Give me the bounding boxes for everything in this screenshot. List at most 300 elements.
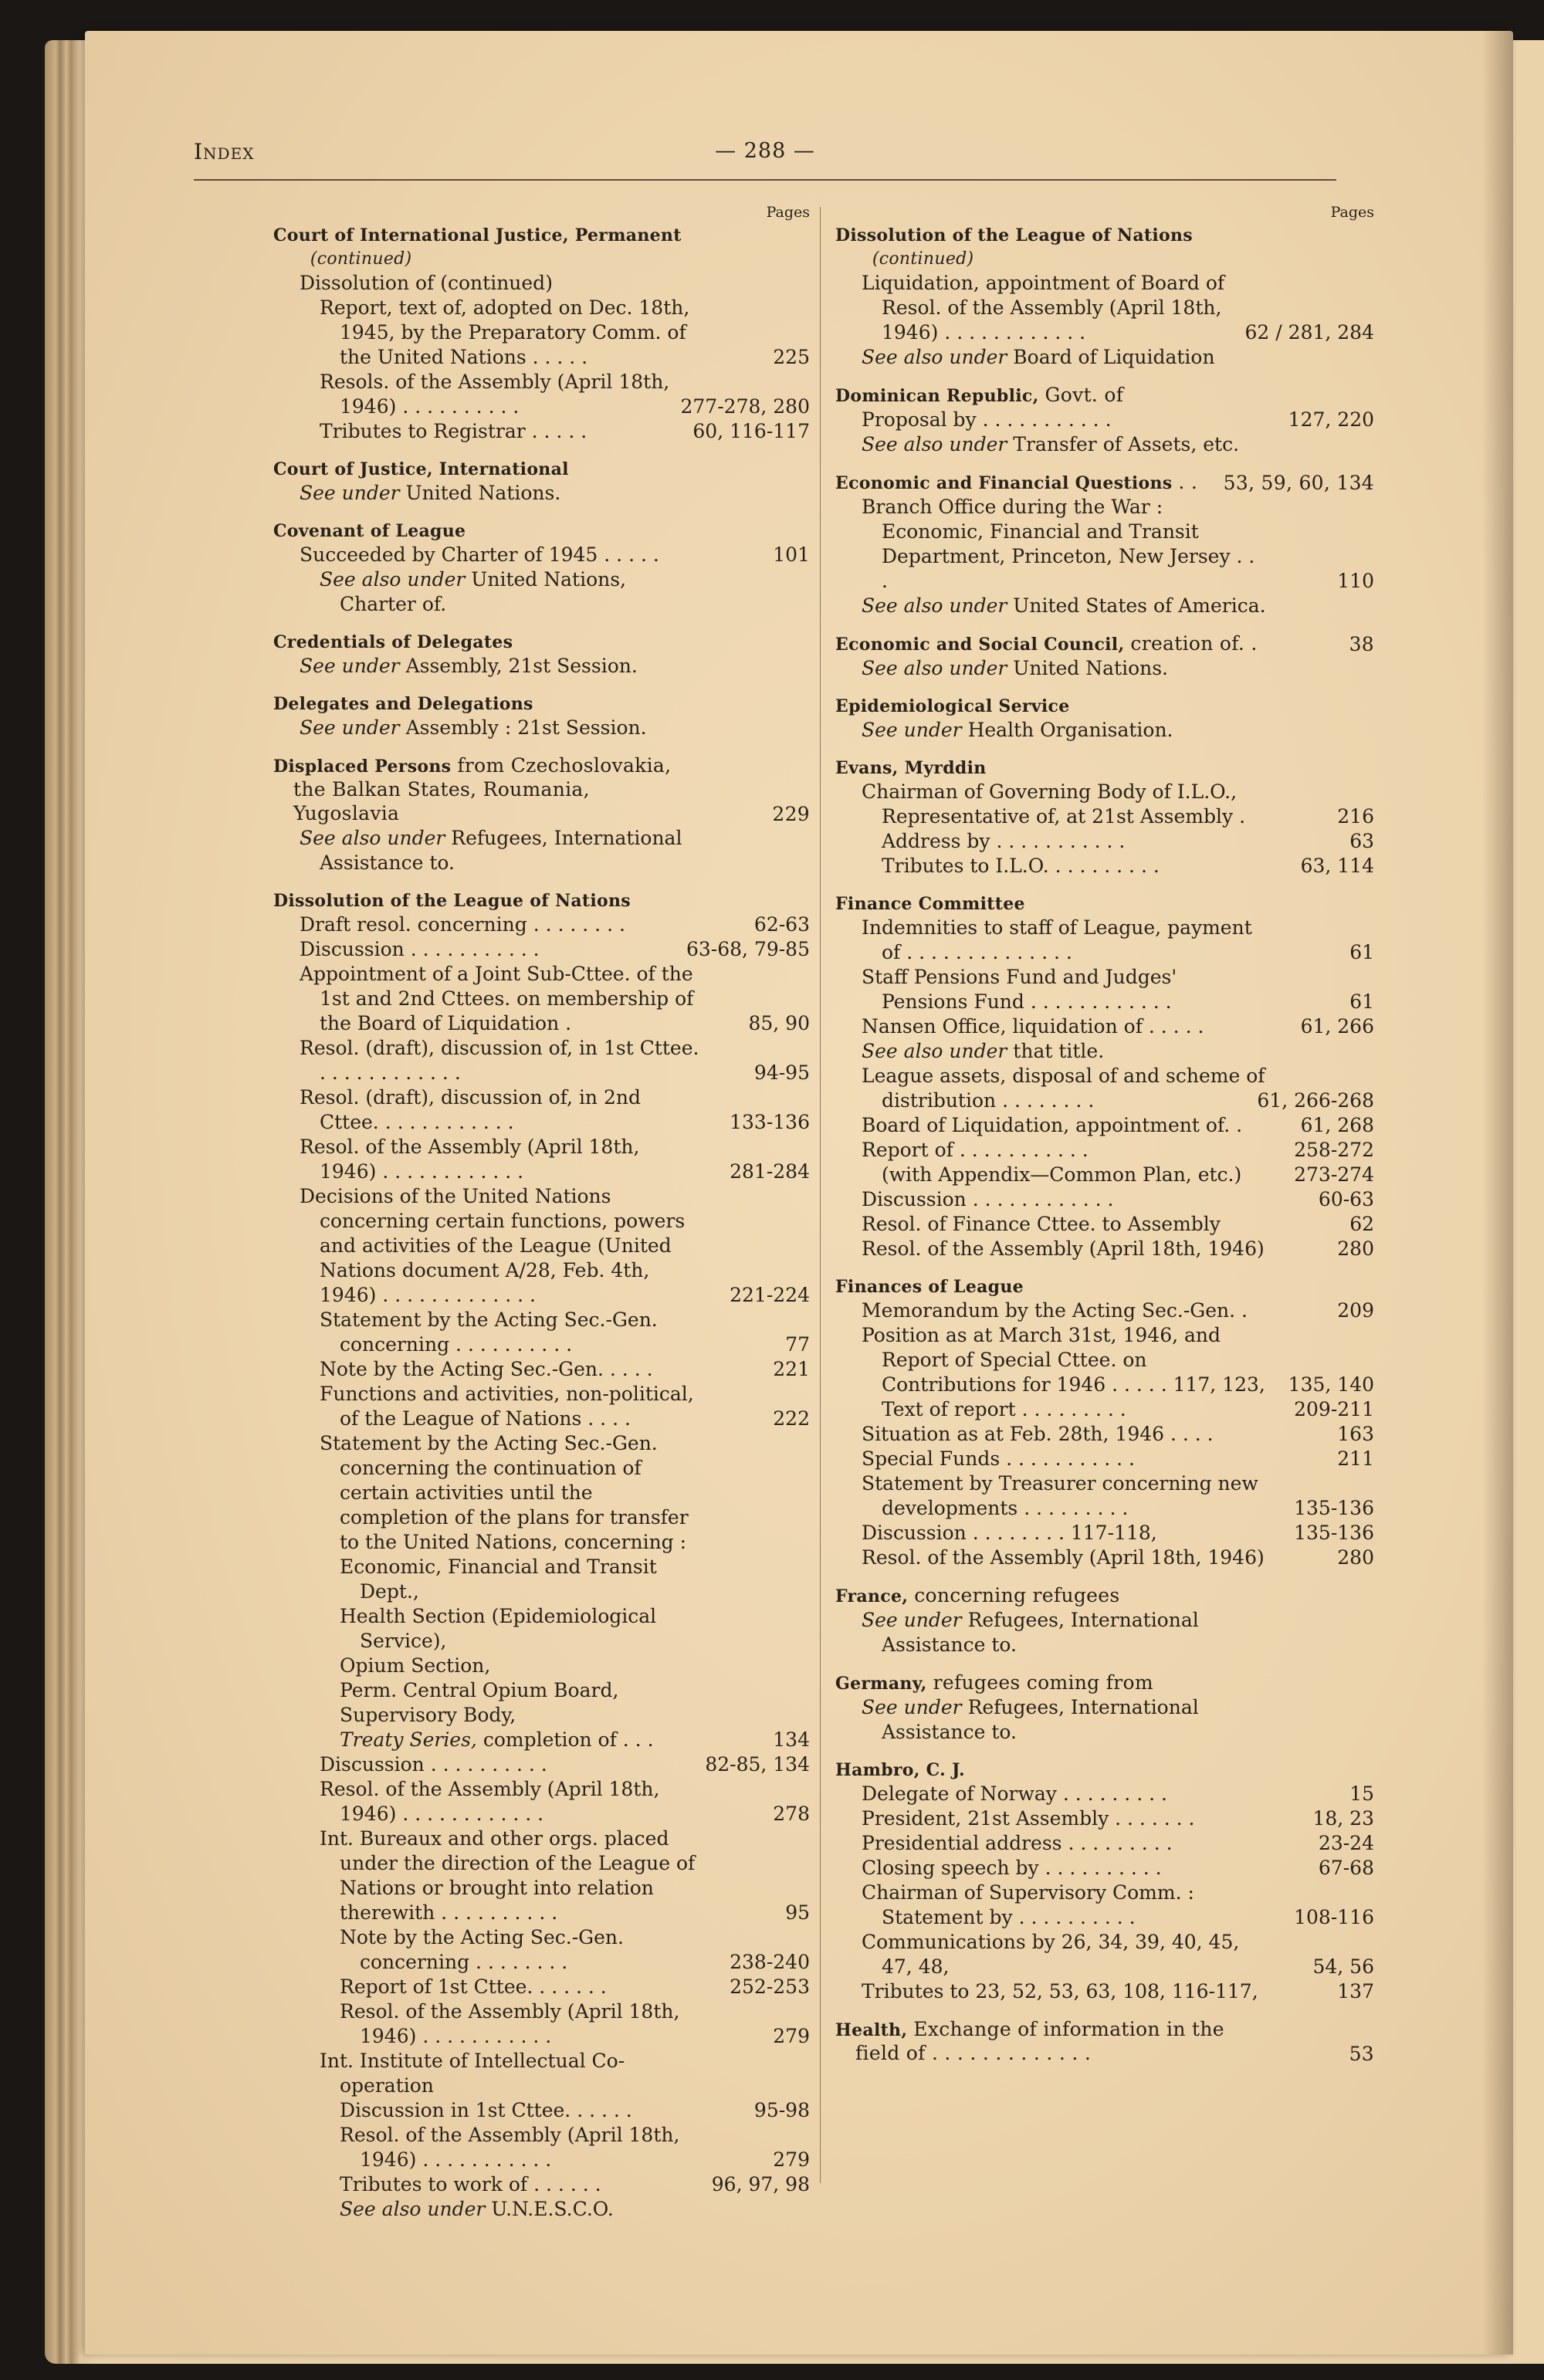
- pages-label: Pages: [766, 204, 810, 221]
- page-reference: 18, 23: [1312, 1807, 1374, 1830]
- page-reference: 95-98: [753, 2099, 810, 2121]
- italic-title: Treaty Series,: [340, 1728, 477, 1751]
- heading-term: Delegates and Delegations: [273, 694, 533, 714]
- page-reference: 63: [1349, 830, 1374, 852]
- subentry-label: Position as at March 31st, 1946, and Report of Special Cttee. on Contributions for 1946 . . . . . 117, 123,: [862, 1324, 1265, 1396]
- subentry-label: Statement by Treasurer concerning new developments . . . . . . . . .: [862, 1472, 1258, 1519]
- index-subentry: [320, 1826, 810, 1925]
- subentry-text: [862, 1521, 1266, 1545]
- page-reference: 221: [773, 1358, 810, 1380]
- subentry-label: Assembly, 21st Session.: [405, 655, 638, 677]
- heading-term: Credentials of Delegates: [273, 632, 513, 652]
- subentry-text: [862, 432, 1266, 457]
- subentry-label: Resol. (draft), discussion of, in 1st Cttee. . . . . . . . . . . . .: [300, 1037, 699, 1084]
- page-reference: 54, 56: [1312, 1955, 1374, 1978]
- subentry-text: [862, 345, 1266, 370]
- index-subentry: [862, 1930, 1374, 1979]
- index-subentry: [320, 296, 810, 370]
- index-entry-heading: [273, 692, 810, 716]
- page-reference: 209: [1337, 1299, 1374, 1322]
- index-subentry: [340, 1728, 810, 1752]
- subentry-label: Statement by the Acting Sec.-Gen. concerning . . . . . . . . . .: [320, 1308, 658, 1356]
- subentry-text: [320, 2049, 702, 2098]
- index-subentry: [882, 854, 1374, 879]
- heading-term: Dissolution of the League of Nations: [273, 891, 631, 911]
- subentry-label: Health Section (Epidemiological Service),: [340, 1605, 657, 1652]
- index-subentry: [862, 1521, 1374, 1545]
- subentry-label: Discussion . . . . . . . . . . .: [300, 938, 540, 960]
- heading-text: [835, 695, 1266, 718]
- subentry-text: [320, 1357, 702, 1382]
- index-subentry: [862, 965, 1374, 1014]
- subentry-text: [862, 780, 1266, 829]
- index-subentry: [340, 1925, 810, 1975]
- subentry-text: [300, 716, 702, 740]
- subentry-text: [340, 2123, 702, 2172]
- subentry-text: [862, 1695, 1266, 1745]
- heading-text: [273, 692, 702, 716]
- subentry-label: Discussion . . . . . . . . . . . .: [862, 1188, 1114, 1210]
- subentry-label: Opium Section,: [340, 1654, 491, 1677]
- see-reference: See under: [300, 482, 400, 504]
- index-subentry: [862, 408, 1374, 432]
- subentry-label: Liquidation, appointment of Board of Resol. of the Assembly (April 18th, 1946) . . . . . . . . . . . .: [862, 272, 1225, 344]
- subentry-text: [300, 912, 702, 937]
- subentry-text: [320, 1826, 702, 1925]
- index-subentry: [862, 916, 1374, 965]
- subentry-text: [862, 1979, 1266, 2004]
- page-reference: 62 / 281, 284: [1244, 321, 1374, 344]
- subentry-label: Discussion in 1st Cttee. . . . . .: [340, 2099, 632, 2121]
- page-reference: 135-136: [1294, 1497, 1374, 1519]
- index-entry-heading: [835, 632, 1374, 656]
- page-reference: 281-284: [730, 1160, 810, 1183]
- subentry-text: [340, 1975, 702, 1999]
- page-reference: 221-224: [730, 1284, 810, 1306]
- heading-term: Covenant of League: [273, 521, 466, 541]
- index-subentry: [862, 718, 1374, 743]
- subentry-text: [300, 937, 702, 962]
- page-reference: 252-253: [730, 1975, 810, 1998]
- page-reference: 273-274: [1294, 1163, 1374, 1186]
- page-reference: 62: [1349, 1213, 1374, 1235]
- heading-term: Court of Justice, International: [273, 459, 569, 479]
- pages-label: Pages: [1330, 204, 1374, 221]
- subentry-label: Resol. of the Assembly (April 18th, 1946) . . . . . . . . . . . .: [320, 1778, 660, 1825]
- subentry-text: [300, 826, 702, 875]
- heading-text: [835, 2018, 1266, 2066]
- header-rule: [194, 179, 1336, 181]
- index-entry-heading: [835, 2018, 1374, 2066]
- subentry-label: Tributes to Registrar . . . . .: [320, 420, 587, 442]
- subentry-text: [882, 1905, 1266, 1930]
- subentry-label: Resol. of the Assembly (April 18th, 1946): [862, 1237, 1265, 1260]
- page-reference: 63, 114: [1300, 855, 1374, 877]
- see-reference: See under: [300, 655, 400, 677]
- page-reference: 280: [1337, 1546, 1374, 1569]
- subentry-label: Economic, Financial and Transit Dept.,: [340, 1556, 657, 1603]
- index-subentry: [300, 654, 810, 679]
- subentry-text: [862, 1881, 1266, 1905]
- see-reference: See also under: [862, 346, 1007, 368]
- page-reference: 209-211: [1294, 1398, 1374, 1420]
- see-reference: See also under: [862, 433, 1007, 455]
- subentry-text: [300, 543, 702, 567]
- heading-text: [273, 458, 702, 481]
- index-subentry: [340, 2098, 810, 2123]
- heading-rest: creation of. .: [1130, 632, 1258, 655]
- heading-text: [273, 889, 702, 912]
- subentry-label: Communications by 26, 34, 39, 40, 45, 47, 48,: [862, 1931, 1240, 1978]
- subentry-label: Text of report . . . . . . . . .: [882, 1398, 1126, 1420]
- subentry-label: Dissolution of (continued): [300, 272, 553, 294]
- subentry-label: Discussion . . . . . . . . 117-118,: [862, 1522, 1157, 1544]
- page-reference: 278: [773, 1803, 810, 1825]
- subentry-label: Int. Bureaux and other orgs. placed under the direction of the League of Nations or brought into relation therewith . . . . . . . . . .: [320, 1827, 696, 1924]
- subentry-text: [862, 594, 1266, 618]
- subentry-label: Refugees, International Assistance to.: [882, 1609, 1199, 1656]
- heading-term: Economic and Financial Questions: [835, 473, 1173, 493]
- heading-term: France,: [835, 1586, 909, 1606]
- subentry-text: [340, 1678, 702, 1703]
- subentry-text: [862, 1237, 1266, 1261]
- index-subentry: [862, 1113, 1374, 1138]
- see-reference: See also under: [862, 594, 1007, 617]
- page-reference: 110: [1337, 570, 1374, 592]
- subentry-text: [300, 271, 702, 296]
- subentry-label: Int. Institute of Intellectual Co-operation: [320, 2050, 625, 2097]
- subentry-text: [320, 1777, 702, 1826]
- heading-rest: . .: [1178, 471, 1198, 493]
- subentry-label: Resol. of the Assembly (April 18th, 1946) . . . . . . . . . . . .: [300, 1136, 640, 1183]
- index-subentry: [300, 271, 810, 296]
- page-reference: 279: [773, 2025, 810, 2047]
- subentry-label: Resol. of the Assembly (April 18th, 1946): [862, 1546, 1265, 1569]
- index-subentry: [320, 1777, 810, 1826]
- subentry-label: Discussion . . . . . . . . . .: [320, 1753, 547, 1776]
- index-entry-heading: [835, 892, 1374, 916]
- subentry-text: [340, 1925, 702, 1975]
- index-subentry: [862, 1323, 1374, 1397]
- subentry-text: [340, 1728, 702, 1752]
- subentry-text: [320, 370, 702, 419]
- index-subentry: [340, 2172, 810, 2197]
- subentry-text: [882, 829, 1266, 854]
- subentry-text: [320, 567, 702, 617]
- index-entry-heading: [273, 458, 810, 481]
- subentry-label: United States of America.: [1013, 594, 1266, 617]
- page-reference: 53, 59, 60, 134: [1223, 472, 1374, 494]
- index-subentry: [882, 1905, 1374, 1930]
- subentry-text: [300, 481, 702, 506]
- index-subentry: [862, 1782, 1374, 1806]
- index-subentry: [340, 1999, 810, 2049]
- index-entry-heading: [273, 224, 810, 271]
- index-subentry: [862, 271, 1374, 345]
- running-head-section: Index: [194, 139, 255, 164]
- index-subentry: [862, 1856, 1374, 1881]
- index-subentry: [862, 1298, 1374, 1323]
- index-subentry: [320, 419, 810, 444]
- heading-text: [273, 754, 702, 826]
- heading-text: [835, 224, 1266, 271]
- page-reference: 94-95: [753, 1061, 810, 1084]
- page-reference: 95: [785, 1901, 810, 1924]
- see-reference: See under: [862, 1696, 962, 1718]
- subentry-text: [320, 1431, 702, 1555]
- heading-term: Evans, Myrddin: [835, 758, 987, 778]
- subentry-text: [862, 495, 1266, 594]
- heading-term: Displaced Persons: [273, 757, 452, 777]
- subentry-text: [862, 1212, 1266, 1237]
- index-subentry: [882, 1397, 1374, 1422]
- subentry-label: Note by the Acting Sec.-Gen. . . . .: [320, 1358, 653, 1380]
- subentry-label: (with Appendix—Common Plan, etc.): [882, 1163, 1242, 1186]
- index-subentry: [300, 912, 810, 937]
- index-subentry: [862, 1422, 1374, 1447]
- subentry-text: [862, 1806, 1266, 1831]
- index-subentry: [320, 2049, 810, 2098]
- subentry-label: Perm. Central Opium Board,: [340, 1679, 619, 1701]
- see-reference: See under: [862, 719, 962, 741]
- heading-text: [835, 1275, 1266, 1298]
- subentry-text: [340, 2098, 702, 2123]
- subentry-text: [862, 1471, 1266, 1521]
- column-divider: [820, 207, 821, 2183]
- heading-text: [835, 632, 1266, 656]
- subentry-text: [320, 419, 702, 444]
- heading-text: [835, 757, 1266, 780]
- index-subentry: [862, 345, 1374, 370]
- index-subentry: [862, 656, 1374, 681]
- page-reference: 277-278, 280: [680, 395, 810, 418]
- see-reference: See under: [300, 716, 400, 739]
- index-subentry: [300, 937, 810, 962]
- subentry-text: [862, 1187, 1266, 1212]
- index-subentry: [862, 1212, 1374, 1237]
- index-subentry: [320, 370, 810, 419]
- subentry-label: Tributes to work of . . . . . .: [340, 2173, 601, 2195]
- heading-text: [273, 520, 702, 543]
- index-subentry: [320, 1357, 810, 1382]
- heading-term: Hambro, C. J.: [835, 1760, 965, 1780]
- subentry-label: Chairman of Governing Body of I.L.O., Representative of, at 21st Assembly .: [862, 780, 1246, 828]
- page-reference: 222: [773, 1407, 810, 1430]
- running-head-page-number: — 288 —: [715, 139, 815, 163]
- subentry-label: Statement by . . . . . . . . . .: [882, 1906, 1136, 1928]
- subentry-label: Staff Pensions Fund and Judges' Pensions Fund . . . . . . . . . . . .: [862, 966, 1177, 1013]
- subentry-label: Transfer of Assets, etc.: [1013, 433, 1240, 455]
- subentry-text: [320, 1752, 702, 1777]
- subentry-text: [862, 1782, 1266, 1806]
- subentry-label: Nansen Office, liquidation of . . . . .: [862, 1015, 1204, 1038]
- index-entry-heading: [273, 889, 810, 912]
- index-entry-heading: [273, 754, 810, 826]
- index-subentry: [300, 481, 810, 506]
- heading-term: Epidemiological Service: [835, 696, 1070, 716]
- subentry-label: Address by . . . . . . . . . . .: [882, 830, 1126, 852]
- subentry-label: Draft resol. concerning . . . . . . . .: [300, 913, 625, 936]
- index-subentry: [320, 1308, 810, 1357]
- subentry-text: [340, 1703, 702, 1728]
- subentry-text: [320, 296, 702, 370]
- left-column: [273, 202, 810, 2222]
- index-subentry: [300, 716, 810, 740]
- index-subentry: [862, 1545, 1374, 1570]
- index-subentry: [862, 1881, 1374, 1905]
- subentry-label: Resol. of the Assembly (April 18th, 1946) . . . . . . . . . . .: [340, 2124, 680, 2171]
- page-reference: 61: [1349, 941, 1374, 963]
- subentry-label: Decisions of the United Nations concerning certain functions, powers and activities of the League (United Nations document A/28, Feb. 4th, 1946) . . . . . . . . . . . . .: [300, 1185, 686, 1306]
- subentry-text: [340, 1604, 702, 1654]
- heading-rest: Govt. of: [1045, 384, 1124, 406]
- index-subentry: [862, 1608, 1374, 1657]
- subentry-text: [300, 1036, 702, 1085]
- running-head: [194, 139, 1336, 170]
- subentry-label: Board of Liquidation: [1013, 346, 1215, 368]
- index-subentry: [862, 495, 1374, 594]
- see-reference: See also under: [320, 568, 466, 591]
- subentry-label: Report, text of, adopted on Dec. 18th, 1945, by the Preparatory Comm. of the United Nations . . . . .: [320, 296, 690, 368]
- index-subentry: [862, 1979, 1374, 2004]
- subentry-label: Delegate of Norway . . . . . . . . .: [862, 1782, 1167, 1805]
- index-subentry: [862, 1138, 1374, 1163]
- subentry-label: Health Organisation.: [967, 719, 1173, 741]
- heading-term: Economic and Social Council,: [835, 635, 1125, 655]
- subentry-text: [300, 654, 702, 679]
- subentry-text: [862, 271, 1266, 345]
- heading-term: Dissolution of the League of Nations: [835, 225, 1193, 245]
- page-reference: 62-63: [753, 913, 810, 936]
- subentry-label: Resol. of Finance Cttee. to Assembly: [862, 1213, 1221, 1235]
- heading-text: [835, 471, 1266, 495]
- subentry-label: Tributes to 23, 52, 53, 63, 108, 116-117,: [862, 1980, 1258, 2003]
- page-reference: 225: [773, 346, 810, 368]
- subentry-text: [862, 656, 1266, 681]
- subentry-label: Resol. of the Assembly (April 18th, 1946) . . . . . . . . . . .: [340, 2000, 680, 2047]
- index-subentry: [300, 826, 810, 875]
- subentry-text: [320, 1382, 702, 1431]
- subentry-text: [862, 1014, 1266, 1039]
- page-reference: 61, 266-268: [1257, 1089, 1374, 1112]
- index-subentry: [300, 1184, 810, 1308]
- heading-term: Dominican Republic,: [835, 386, 1039, 406]
- subentry-text: [300, 1085, 702, 1135]
- subentry-text: [862, 718, 1266, 743]
- index-subentry: [340, 1703, 810, 1728]
- page-reference: 23-24: [1318, 1832, 1374, 1854]
- index-subentry: [882, 1163, 1374, 1187]
- subentry-text: [862, 1422, 1266, 1447]
- index-subentry: [862, 1064, 1374, 1113]
- index-subentry: [862, 594, 1374, 618]
- see-reference: See under: [862, 1609, 962, 1631]
- index-entry-heading: [273, 631, 810, 654]
- index-subentry: [340, 1604, 810, 1654]
- subentry-text: [320, 1308, 702, 1357]
- heading-term: Court of International Justice, Permanent: [273, 225, 682, 245]
- subentry-text: [882, 854, 1266, 879]
- index-subentry: [320, 1382, 810, 1431]
- page-reference: 67-68: [1318, 1857, 1374, 1879]
- page-reference: 101: [773, 543, 810, 566]
- heading-term: Health,: [835, 2020, 908, 2040]
- heading-text: [835, 1759, 1266, 1782]
- index-subentry: [300, 1036, 810, 1085]
- page-reference: 61, 268: [1300, 1114, 1374, 1136]
- index-subentry: [862, 1695, 1374, 1745]
- subentry-label: Closing speech by . . . . . . . . . .: [862, 1857, 1162, 1879]
- subentry-label: Assembly : 21st Session.: [405, 716, 647, 739]
- subentry-label: Resol. (draft), discussion of, in 2nd Cttee. . . . . . . . . . . .: [300, 1086, 641, 1133]
- index-subentry: [340, 1654, 810, 1678]
- subentry-label: Presidential address . . . . . . . . .: [862, 1832, 1173, 1854]
- subentry-text: [300, 1184, 702, 1308]
- subentry-label: President, 21st Assembly . . . . . . .: [862, 1807, 1195, 1830]
- heading-rest: from Czechoslovakia, the Balkan States, Roumania, Yugoslavia: [293, 754, 672, 824]
- index-subentry: [300, 543, 810, 567]
- subentry-label: Branch Office during the War : Economic, Financial and Transit Department, Princeton, New Jersey . . .: [862, 496, 1255, 592]
- heading-text: [835, 892, 1266, 916]
- heading-term: Finances of League: [835, 1277, 1024, 1297]
- heading-text: [835, 1584, 1266, 1608]
- subentry-label: Supervisory Body,: [340, 1704, 516, 1726]
- subentry-text: [862, 1298, 1266, 1323]
- index-subentry: [862, 1471, 1374, 1521]
- index-subentry: [320, 1752, 810, 1777]
- heading-text: [835, 384, 1266, 408]
- page-reference: 61, 266: [1300, 1015, 1374, 1038]
- index-subentry: [862, 1187, 1374, 1212]
- page-reference: 127, 220: [1288, 408, 1374, 431]
- subentry-label: League assets, disposal of and scheme of distribution . . . . . . . .: [862, 1065, 1265, 1112]
- heading-text: [835, 1671, 1266, 1695]
- index-entry-heading: [835, 695, 1374, 718]
- index-subentry: [300, 1085, 810, 1135]
- subentry-text: [862, 1608, 1266, 1657]
- subentry-label: Chairman of Supervisory Comm. :: [862, 1881, 1194, 1904]
- index-subentry: [862, 1014, 1374, 1039]
- page-reference: 211: [1337, 1447, 1374, 1470]
- subentry-label: Appointment of a Joint Sub-Cttee. of the 1st and 2nd Cttees. on membership of the Board of Liquidation .: [300, 963, 694, 1034]
- continued-note: (continued): [293, 249, 412, 269]
- heading-rest: concerning refugees: [914, 1584, 1120, 1606]
- page-reference: 15: [1349, 1782, 1374, 1805]
- subentry-label: United Nations.: [405, 482, 561, 504]
- subentry-label: United Nations.: [1013, 657, 1169, 679]
- subentry-text: [340, 1555, 702, 1604]
- subentry-label: Proposal by . . . . . . . . . . .: [862, 408, 1112, 431]
- index-subentry: [340, 1678, 810, 1703]
- heading-text: [273, 631, 702, 654]
- index-subentry: [340, 2197, 810, 2222]
- index-entry-heading: [835, 471, 1374, 495]
- page-reference: 137: [1337, 1980, 1374, 2003]
- subentry-text: [882, 1397, 1266, 1422]
- index-entry-heading: [835, 757, 1374, 780]
- subentry-text: [862, 1930, 1266, 1979]
- page-reference: 60-63: [1318, 1188, 1374, 1210]
- subentry-text: [300, 962, 702, 1036]
- index-subentry: [862, 432, 1374, 457]
- page-reference: 96, 97, 98: [711, 2173, 810, 2195]
- index-subentry: [300, 962, 810, 1036]
- subentry-text: [862, 965, 1266, 1014]
- subentry-label: U.N.E.S.C.O.: [491, 2198, 614, 2220]
- index-entry-heading: [835, 384, 1374, 408]
- subentry-label: that title.: [1013, 1040, 1105, 1062]
- subentry-label: Report of 1st Cttee. . . . . . .: [340, 1975, 607, 1998]
